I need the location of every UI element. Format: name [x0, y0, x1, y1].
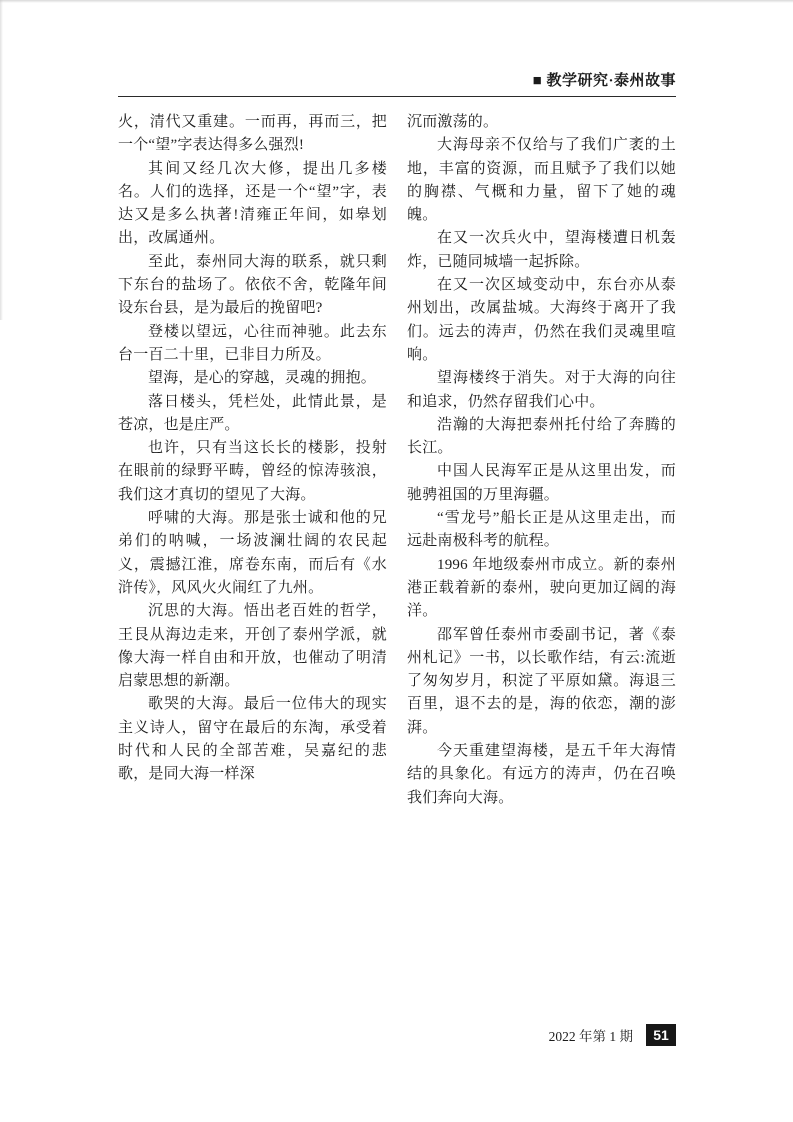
- scan-edge-top: [0, 0, 793, 3]
- page-header: [118, 73, 676, 105]
- paragraph: 沉思的大海。悟出老百姓的哲学，王艮从海边走来，开创了泰州学派，就像大海一样自由和开放，也催动了明清启蒙思想的新潮。: [118, 603, 387, 690]
- paragraph: 浩瀚的大海把泰州托付给了奔腾的长江。: [407, 416, 676, 457]
- paragraph: 在又一次区域变动中，东台亦从泰州划出，改属盐城。大海终于离开了我们。远去的涛声，仍然在我们灵魂里喧响。: [407, 277, 676, 363]
- paragraph: 沉而激荡的。: [407, 114, 499, 130]
- paragraph: 火，清代又重建。一而再，再而三，把一个“望”字表达得多么强烈!: [118, 114, 387, 154]
- paragraph: 望海楼终于消失。对于大海的向往和追求，仍然存留我们心中。: [407, 370, 676, 410]
- paragraph: 呼啸的大海。那是张士诚和他的兄弟们的呐喊，一场波澜壮阔的农民起义，震撼江淮，席卷东南，而后有《水浒传》，风风火火闹红了九州。: [118, 510, 387, 596]
- paragraph: 邵军曾任泰州市委副书记，著《泰州札记》一书，以长歌作结，有云:流逝了匆匆岁月，积淀了平原如黛。海退三百里，退不去的是，海的依恋，潮的澎湃。: [407, 626, 676, 736]
- paragraph: 登楼以望远，心往而神驰。此去东台一百二十里，已非目力所及。: [118, 323, 387, 363]
- scan-edge-left: [0, 0, 3, 320]
- issue-label: 2022 年第 1 期: [548, 1029, 633, 1044]
- header-rule: [118, 96, 676, 97]
- paragraph: 中国人民海军正是从这里出发，而驰骋祖国的万里海疆。: [407, 463, 676, 503]
- right-column: [407, 111, 676, 810]
- paragraph: 也许，只有当这长长的楼影，投射在眼前的绿野平畴，曾经的惊涛骇浪，我们这才真切的望见了大海。: [118, 440, 387, 503]
- paragraph: 望海，是心的穿越，灵魂的拥抱。: [148, 370, 377, 387]
- page-footer: [549, 1024, 676, 1046]
- section-header-label: ■ 教学研究·泰州故事: [532, 73, 676, 89]
- paragraph: 歌哭的大海。最后一位伟大的现实主义诗人，留守在最后的东淘，承受着时代和人民的全部苦难，吴嘉纪的悲歌，是同大海一样深: [118, 696, 387, 783]
- paragraph: 今天重建望海楼，是五千年大海情结的具象化。有远方的涛声，仍在召唤我们奔向大海。: [407, 743, 676, 806]
- left-column: [118, 111, 387, 810]
- paragraph: 至此，泰州同大海的联系，就只剩下东台的盐场了。依依不舍，乾隆年间设东台县，是为最后的挽留吧?: [118, 253, 387, 317]
- paragraph: 1996 年地级泰州市成立。新的泰州港正载着新的泰州，驶向更加辽阔的海洋。: [407, 556, 676, 620]
- article-body: [118, 111, 676, 810]
- paragraph: “雪龙号”船长正是从这里走出，而远赴南极科考的航程。: [407, 510, 676, 550]
- paragraph: 落日楼头，凭栏处，此情此景，是苍凉，也是庄严。: [118, 393, 387, 433]
- paragraph: 在又一次兵火中，望海楼遭日机轰炸，已随同城墙一起拆除。: [407, 230, 676, 270]
- page-number-badge: 51: [646, 1024, 676, 1046]
- paragraph: 大海母亲不仅给与了我们广袤的土地，丰富的资源，而且赋予了我们以她的胸襟、气概和力量，留下了她的魂魄。: [407, 137, 676, 224]
- paragraph: 其间又经几次大修，提出几多楼名。人们的选择，还是一个“望”字，表达又是多么执著!清雍正年间，如皋划出，改属通州。: [118, 160, 387, 247]
